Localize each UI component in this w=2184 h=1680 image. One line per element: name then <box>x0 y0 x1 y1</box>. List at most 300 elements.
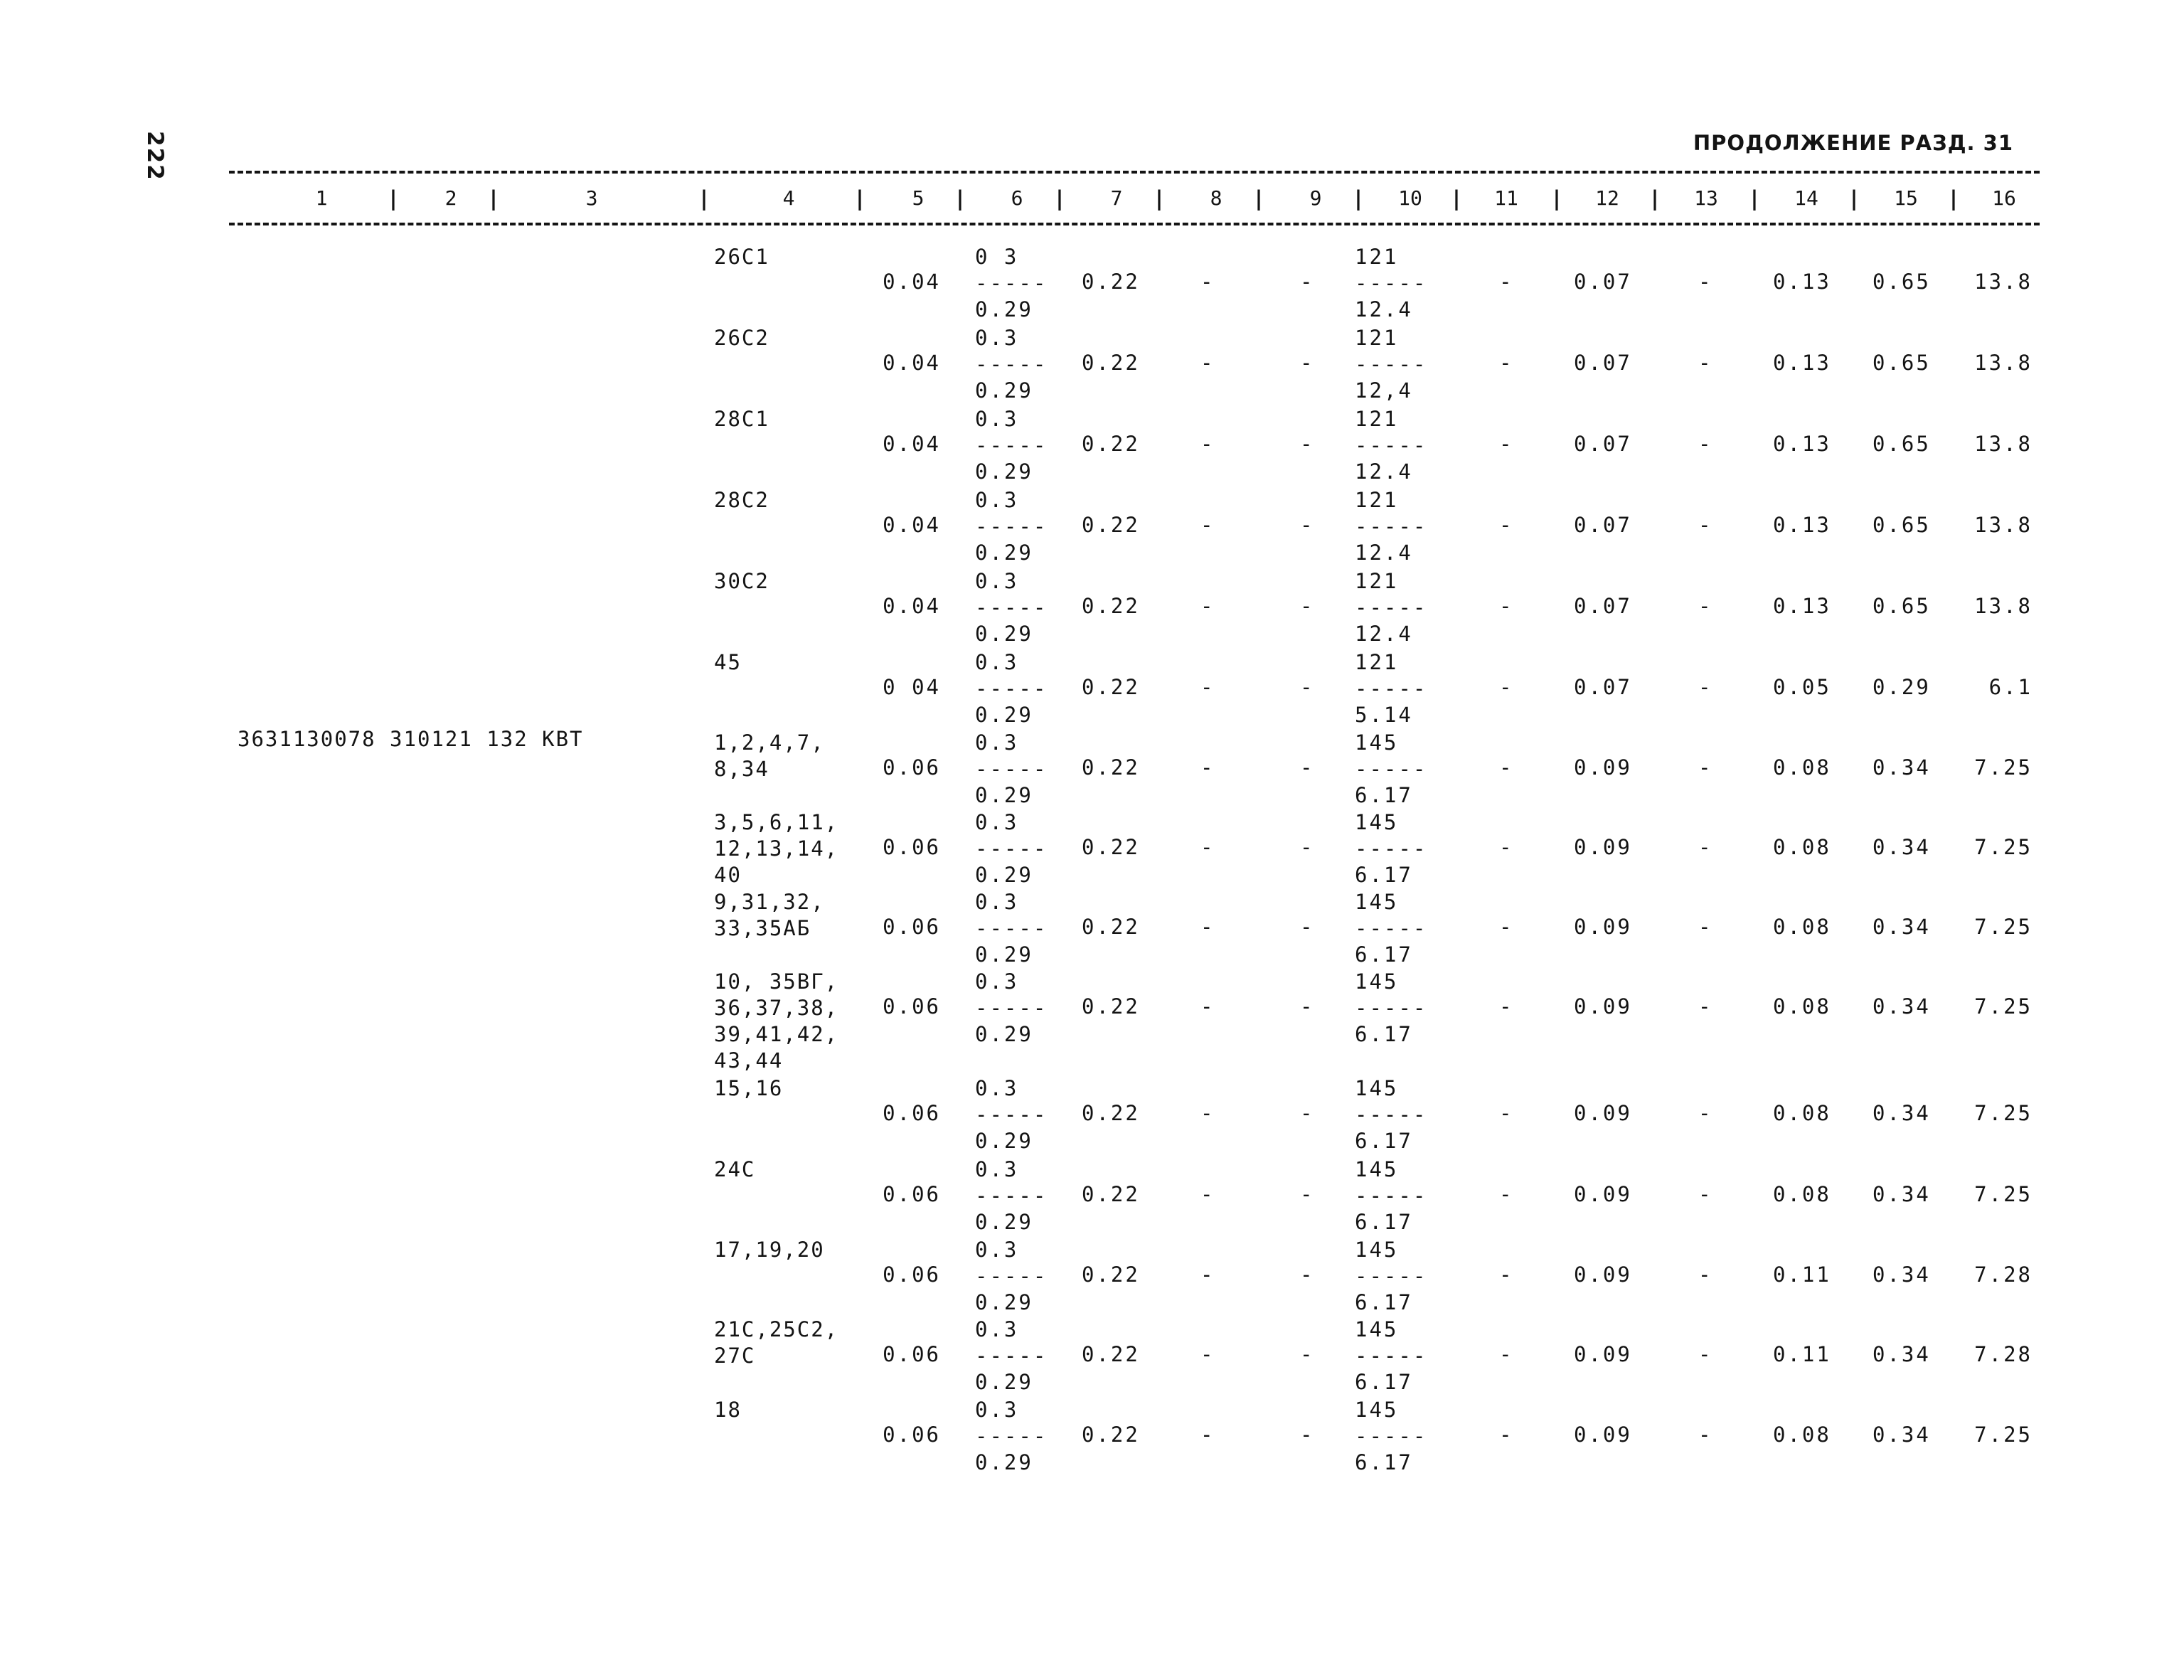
cell-col16: 13.8 <box>1974 270 2033 294</box>
cell-col6-fraction <box>975 568 1048 647</box>
cell-col12: 0.09 <box>1574 915 1632 939</box>
cell-col10-fraction <box>1355 1075 1427 1154</box>
cell-col4-name: 45 <box>714 650 742 674</box>
fraction-denominator: 0.29 <box>975 1290 1033 1314</box>
cell-col5: 0 04 <box>883 675 941 699</box>
cell-col12: 0.09 <box>1574 835 1632 859</box>
cell-col8: - <box>1200 835 1213 859</box>
column-header-12: 12 <box>1595 186 1619 210</box>
table-row <box>0 730 2184 809</box>
fraction-bar: ----- <box>1355 1102 1428 1127</box>
cell-col11: - <box>1499 675 1512 699</box>
fraction-numerator: 0.3 <box>975 1317 1019 1341</box>
cell-col5: 0.06 <box>883 755 941 780</box>
cell-col13: - <box>1698 1101 1711 1125</box>
table-row <box>0 406 2184 486</box>
cell-col14: 0.13 <box>1773 513 1831 537</box>
column-separator: | <box>1053 186 1066 211</box>
cell-col9: - <box>1300 915 1313 939</box>
cell-col10-fraction <box>1355 325 1427 404</box>
cell-col5: 0.04 <box>883 270 941 294</box>
fraction-denominator: 0.29 <box>975 1210 1033 1234</box>
cell-col9: - <box>1300 351 1313 375</box>
table-row <box>0 487 2184 567</box>
column-header-7: 7 <box>1110 186 1123 210</box>
fraction-bar: ----- <box>975 676 1048 701</box>
fraction-denominator: 0.29 <box>975 863 1033 887</box>
cell-col14: 0.13 <box>1773 270 1831 294</box>
fraction-denominator: 0.29 <box>975 297 1033 321</box>
cell-col15: 0.65 <box>1873 270 1931 294</box>
column-header-1: 1 <box>315 186 328 210</box>
cell-col4-name: 17,19,20 <box>714 1238 825 1262</box>
fraction-numerator: 145 <box>1355 1398 1399 1422</box>
cell-col15: 0.34 <box>1873 1342 1931 1366</box>
cell-col6-fraction <box>975 1157 1048 1235</box>
cell-col10-fraction <box>1355 1237 1427 1316</box>
fraction-bar: ----- <box>975 514 1048 538</box>
cell-col7: 0.22 <box>1082 994 1140 1019</box>
table-row <box>0 969 2184 1073</box>
fraction-denominator: 6.17 <box>1355 783 1413 807</box>
cell-col13: - <box>1698 432 1711 456</box>
cell-col7: 0.22 <box>1082 835 1140 859</box>
cell-col16: 7.25 <box>1974 1101 2033 1125</box>
cell-col4-name: 10, 35ВГ, 36,37,38, 39,41,42, 43,44 <box>714 969 839 1073</box>
fraction-bar: ----- <box>1355 836 1428 861</box>
table-row <box>0 809 2184 889</box>
fraction-bar: ----- <box>1355 352 1428 376</box>
cell-col14: 0.08 <box>1773 1182 1831 1206</box>
cell-col11: - <box>1499 1423 1512 1447</box>
cell-col12: 0.09 <box>1574 1342 1632 1366</box>
cell-col6-fraction <box>975 649 1048 728</box>
cell-col7: 0.22 <box>1082 432 1140 456</box>
fraction-numerator: 145 <box>1355 1076 1399 1100</box>
fraction-numerator: 0.3 <box>975 407 1019 431</box>
fraction-bar: ----- <box>1355 595 1428 620</box>
fraction-numerator: 145 <box>1355 810 1399 834</box>
fraction-denominator: 12,4 <box>1355 378 1413 403</box>
cell-col15: 0.34 <box>1873 915 1931 939</box>
fraction-bar: ----- <box>975 352 1048 376</box>
fraction-numerator: 0.3 <box>975 1398 1019 1422</box>
cell-col15: 0.34 <box>1873 1423 1931 1447</box>
cell-col4-name: 28C2 <box>714 488 769 512</box>
table-row <box>0 889 2184 969</box>
column-separator: | <box>1450 186 1463 211</box>
fraction-numerator: 145 <box>1355 890 1399 914</box>
cell-col6-fraction <box>975 889 1048 968</box>
column-header-3: 3 <box>585 186 598 210</box>
fraction-denominator: 12.4 <box>1355 297 1413 321</box>
fraction-denominator: 6.17 <box>1355 1450 1413 1474</box>
column-separator: | <box>1550 186 1563 211</box>
fraction-numerator: 0.3 <box>975 1238 1019 1262</box>
cell-col12: 0.07 <box>1574 432 1632 456</box>
cell-col14: 0.08 <box>1773 1101 1831 1125</box>
fraction-denominator: 0.29 <box>975 378 1033 403</box>
cell-col16: 7.25 <box>1974 915 2033 939</box>
cell-col14: 0.08 <box>1773 1423 1831 1447</box>
cell-col13: - <box>1698 513 1711 537</box>
cell-col5: 0.04 <box>883 351 941 375</box>
fraction-numerator: 121 <box>1355 569 1399 593</box>
cell-col10-fraction <box>1355 730 1427 809</box>
cell-col6-fraction <box>975 1237 1048 1316</box>
fraction-bar: ----- <box>1355 514 1428 538</box>
cell-col15: 0.65 <box>1873 513 1931 537</box>
column-header-9: 9 <box>1309 186 1322 210</box>
cell-col7: 0.22 <box>1082 351 1140 375</box>
fraction-bar: ----- <box>975 1102 1048 1127</box>
cell-col12: 0.09 <box>1574 755 1632 780</box>
cell-col4-name: 9,31,32, 33,35АБ <box>714 890 825 940</box>
cell-col16: 7.28 <box>1974 1262 2033 1287</box>
table-row <box>0 1157 2184 1236</box>
fraction-numerator: 145 <box>1355 1157 1399 1181</box>
table-row <box>0 325 2184 405</box>
cell-col15: 0.34 <box>1873 835 1931 859</box>
fraction-denominator: 0.29 <box>975 1450 1033 1474</box>
fraction-bar: ----- <box>1355 676 1428 701</box>
cell-col11: - <box>1499 351 1512 375</box>
fraction-numerator: 121 <box>1355 407 1399 431</box>
fraction-numerator: 121 <box>1355 245 1399 269</box>
cell-col11: - <box>1499 915 1512 939</box>
cell-col6-fraction <box>975 406 1048 485</box>
column-separator: | <box>1648 186 1661 211</box>
cell-col9: - <box>1300 1262 1313 1287</box>
column-separator: | <box>954 186 966 211</box>
cell-col8: - <box>1200 513 1213 537</box>
cell-col4-name: 18 <box>714 1398 742 1422</box>
fraction-bar: ----- <box>975 1344 1048 1368</box>
cell-col10-fraction <box>1355 889 1427 968</box>
column-header-15: 15 <box>1894 186 1918 210</box>
fraction-denominator: 6.17 <box>1355 1210 1413 1234</box>
cell-col5: 0.06 <box>883 835 941 859</box>
cell-col4-name: 24C <box>714 1157 756 1181</box>
column-separator: | <box>1748 186 1761 211</box>
cell-col9: - <box>1300 1182 1313 1206</box>
fraction-numerator: 0.3 <box>975 650 1019 674</box>
fraction-denominator: 0.29 <box>975 1370 1033 1394</box>
fraction-bar: ----- <box>975 916 1048 940</box>
fraction-numerator: 0.3 <box>975 730 1019 755</box>
fraction-numerator: 145 <box>1355 969 1399 994</box>
fraction-denominator: 0.29 <box>975 1129 1033 1153</box>
column-header-10: 10 <box>1398 186 1422 210</box>
fraction-denominator: 6.17 <box>1355 863 1413 887</box>
column-separator: | <box>1947 186 1960 211</box>
cell-col9: - <box>1300 1342 1313 1366</box>
cell-col5: 0.04 <box>883 513 941 537</box>
cell-col7: 0.22 <box>1082 1342 1140 1366</box>
cell-col8: - <box>1200 1182 1213 1206</box>
cell-col9: - <box>1300 432 1313 456</box>
cell-col9: - <box>1300 1423 1313 1447</box>
column-separator: | <box>853 186 866 211</box>
cell-col4-name: 21C,25C2, 27C <box>714 1317 839 1368</box>
cell-col16: 7.28 <box>1974 1342 2033 1366</box>
cell-col10-fraction <box>1355 809 1427 888</box>
cell-col7: 0.22 <box>1082 1423 1140 1447</box>
cell-col16: 13.8 <box>1974 594 2033 618</box>
cell-col8: - <box>1200 432 1213 456</box>
column-header-16: 16 <box>1992 186 2016 210</box>
cell-col7: 0.22 <box>1082 1182 1140 1206</box>
fraction-bar: ----- <box>1355 433 1428 457</box>
cell-col10-fraction <box>1355 1317 1427 1395</box>
cell-col14: 0.13 <box>1773 351 1831 375</box>
fraction-denominator: 6.17 <box>1355 1022 1413 1046</box>
cell-col6-fraction <box>975 244 1048 323</box>
fraction-bar: ----- <box>975 1424 1048 1448</box>
cell-col4-name: 26C2 <box>714 326 769 350</box>
cell-col12: 0.07 <box>1574 270 1632 294</box>
cell-col13: - <box>1698 270 1711 294</box>
cell-col13: - <box>1698 1182 1711 1206</box>
cell-col6-fraction <box>975 730 1048 809</box>
cell-col16: 6.1 <box>1988 675 2033 699</box>
cell-col12: 0.09 <box>1574 1101 1632 1125</box>
cell-col8: - <box>1200 351 1213 375</box>
fraction-denominator: 0.29 <box>975 541 1033 565</box>
fraction-denominator: 0.29 <box>975 459 1033 484</box>
column-separator: | <box>1252 186 1265 211</box>
table-row <box>0 1397 2184 1477</box>
cell-col12: 0.07 <box>1574 675 1632 699</box>
cell-col12: 0.07 <box>1574 513 1632 537</box>
cell-col7: 0.22 <box>1082 594 1140 618</box>
cell-col5: 0.06 <box>883 1182 941 1206</box>
cell-col8: - <box>1200 1342 1213 1366</box>
page-number: 222 <box>142 131 168 181</box>
table-row <box>0 1317 2184 1396</box>
cell-col8: - <box>1200 594 1213 618</box>
cell-col11: - <box>1499 270 1512 294</box>
cell-col10-fraction <box>1355 406 1427 485</box>
cell-col5: 0.04 <box>883 594 941 618</box>
fraction-bar: ----- <box>1355 1424 1428 1448</box>
cell-col14: 0.08 <box>1773 755 1831 780</box>
fraction-denominator: 6.17 <box>1355 1370 1413 1394</box>
cell-col4-name: 15,16 <box>714 1076 784 1100</box>
cell-col9: - <box>1300 1101 1313 1125</box>
cell-col13: - <box>1698 835 1711 859</box>
cell-col12: 0.07 <box>1574 351 1632 375</box>
fraction-numerator: 0.3 <box>975 488 1019 512</box>
cell-col10-fraction <box>1355 568 1427 647</box>
table-row <box>0 568 2184 648</box>
cell-col8: - <box>1200 1423 1213 1447</box>
cell-col15: 0.34 <box>1873 1101 1931 1125</box>
cell-col11: - <box>1499 994 1512 1019</box>
cell-col5: 0.06 <box>883 1262 941 1287</box>
cell-col13: - <box>1698 1342 1711 1366</box>
cell-col14: 0.13 <box>1773 432 1831 456</box>
cell-col16: 7.25 <box>1974 1423 2033 1447</box>
cell-col15: 0.65 <box>1873 351 1931 375</box>
cell-col13: - <box>1698 994 1711 1019</box>
cell-col9: - <box>1300 994 1313 1019</box>
table-row <box>0 244 2184 324</box>
fraction-numerator: 0.3 <box>975 1076 1019 1100</box>
cell-col15: 0.34 <box>1873 994 1931 1019</box>
column-header-2: 2 <box>444 186 457 210</box>
section-title: ПРОДОЛЖЕНИЕ РАЗД. 31 <box>1693 131 2013 155</box>
fraction-bar: ----- <box>975 1264 1048 1288</box>
cell-col16: 7.25 <box>1974 994 2033 1019</box>
table-row <box>0 1237 2184 1317</box>
fraction-bar: ----- <box>975 271 1048 295</box>
fraction-denominator: 6.17 <box>1355 1290 1413 1314</box>
cell-col10-fraction <box>1355 1397 1427 1476</box>
column-header-14: 14 <box>1794 186 1818 210</box>
fraction-numerator: 0.3 <box>975 890 1019 914</box>
cell-col6-fraction <box>975 809 1048 888</box>
cell-col9: - <box>1300 594 1313 618</box>
fraction-denominator: 0.29 <box>975 622 1033 646</box>
fraction-denominator: 0.29 <box>975 1022 1033 1046</box>
cell-col15: 0.34 <box>1873 1262 1931 1287</box>
cell-col9: - <box>1300 270 1313 294</box>
cell-col7: 0.22 <box>1082 513 1140 537</box>
cell-col14: 0.13 <box>1773 594 1831 618</box>
cell-col16: 13.8 <box>1974 513 2033 537</box>
cell-col14: 0.08 <box>1773 835 1831 859</box>
cell-col7: 0.22 <box>1082 1101 1140 1125</box>
column-header-5: 5 <box>912 186 925 210</box>
column-header-4: 4 <box>782 186 795 210</box>
cell-col5: 0.06 <box>883 1423 941 1447</box>
fraction-bar: ----- <box>975 433 1048 457</box>
fraction-bar: ----- <box>1355 271 1428 295</box>
cell-col13: - <box>1698 594 1711 618</box>
cell-col16: 7.25 <box>1974 1182 2033 1206</box>
cell-col4-name: 28C1 <box>714 407 769 431</box>
cell-col8: - <box>1200 270 1213 294</box>
fraction-numerator: 145 <box>1355 1238 1399 1262</box>
column-header-11: 11 <box>1494 186 1518 210</box>
cell-col11: - <box>1499 432 1512 456</box>
record-code: 3631130078 310121 132 КВТ <box>238 727 584 751</box>
column-header-13: 13 <box>1694 186 1718 210</box>
fraction-denominator: 12.4 <box>1355 622 1413 646</box>
cell-col11: - <box>1499 1182 1512 1206</box>
fraction-bar: ----- <box>975 836 1048 861</box>
fraction-numerator: 0.3 <box>975 326 1019 350</box>
cell-col5: 0.06 <box>883 1342 941 1366</box>
fraction-numerator: 0 3 <box>975 245 1019 269</box>
cell-col5: 0.06 <box>883 994 941 1019</box>
column-separator: | <box>698 186 710 211</box>
fraction-denominator: 5.14 <box>1355 703 1413 727</box>
fraction-bar: ----- <box>1355 1184 1428 1208</box>
cell-col7: 0.22 <box>1082 1262 1140 1287</box>
cell-col12: 0.09 <box>1574 1182 1632 1206</box>
fraction-bar: ----- <box>1355 916 1428 940</box>
cell-col9: - <box>1300 755 1313 780</box>
cell-col12: 0.07 <box>1574 594 1632 618</box>
fraction-numerator: 121 <box>1355 326 1399 350</box>
fraction-bar: ----- <box>975 757 1048 781</box>
cell-col4-name: 3,5,6,11, 12,13,14, 40 <box>714 810 839 887</box>
fraction-bar: ----- <box>1355 996 1428 1020</box>
cell-col14: 0.11 <box>1773 1262 1831 1287</box>
fraction-bar: ----- <box>1355 757 1428 781</box>
fraction-denominator: 0.29 <box>975 942 1033 967</box>
cell-col13: - <box>1698 1262 1711 1287</box>
cell-col13: - <box>1698 915 1711 939</box>
cell-col15: 0.29 <box>1873 675 1931 699</box>
fraction-bar: ----- <box>975 996 1048 1020</box>
fraction-bar: ----- <box>975 595 1048 620</box>
column-separator: | <box>487 186 500 211</box>
column-separator: | <box>387 186 400 211</box>
cell-col13: - <box>1698 755 1711 780</box>
table-row <box>0 1075 2184 1155</box>
fraction-numerator: 121 <box>1355 488 1399 512</box>
cell-col6-fraction <box>975 969 1048 1048</box>
fraction-bar: ----- <box>1355 1264 1428 1288</box>
cell-col14: 0.11 <box>1773 1342 1831 1366</box>
cell-col11: - <box>1499 1342 1512 1366</box>
fraction-numerator: 145 <box>1355 730 1399 755</box>
fraction-numerator: 121 <box>1355 650 1399 674</box>
cell-col4-name: 26C1 <box>714 245 769 269</box>
cell-col5: 0.06 <box>883 915 941 939</box>
cell-col4-name: 1,2,4,7, 8,34 <box>714 730 825 781</box>
fraction-numerator: 0.3 <box>975 569 1019 593</box>
cell-col8: - <box>1200 755 1213 780</box>
cell-col12: 0.09 <box>1574 1262 1632 1287</box>
fraction-numerator: 145 <box>1355 1317 1399 1341</box>
cell-col7: 0.22 <box>1082 270 1140 294</box>
cell-col6-fraction <box>975 1317 1048 1395</box>
cell-col16: 13.8 <box>1974 351 2033 375</box>
cell-col14: 0.08 <box>1773 915 1831 939</box>
cell-col5: 0.04 <box>883 432 941 456</box>
cell-col10-fraction <box>1355 244 1427 323</box>
cell-col8: - <box>1200 675 1213 699</box>
cell-col15: 0.34 <box>1873 755 1931 780</box>
cell-col10-fraction <box>1355 969 1427 1048</box>
cell-col6-fraction <box>975 1075 1048 1154</box>
cell-col16: 7.25 <box>1974 755 2033 780</box>
cell-col10-fraction <box>1355 1157 1427 1235</box>
fraction-bar: ----- <box>1355 1344 1428 1368</box>
fraction-denominator: 6.17 <box>1355 1129 1413 1153</box>
fraction-denominator: 12.4 <box>1355 459 1413 484</box>
cell-col11: - <box>1499 755 1512 780</box>
cell-col6-fraction <box>975 325 1048 404</box>
cell-col15: 0.65 <box>1873 432 1931 456</box>
cell-col14: 0.05 <box>1773 675 1831 699</box>
cell-col6-fraction <box>975 487 1048 566</box>
fraction-denominator: 12.4 <box>1355 541 1413 565</box>
fraction-denominator: 6.17 <box>1355 942 1413 967</box>
column-header-6: 6 <box>1011 186 1023 210</box>
fraction-numerator: 0.3 <box>975 969 1019 994</box>
column-separator: | <box>1352 186 1365 211</box>
cell-col15: 0.65 <box>1873 594 1931 618</box>
cell-col9: - <box>1300 513 1313 537</box>
fraction-numerator: 0.3 <box>975 1157 1019 1181</box>
cell-col7: 0.22 <box>1082 755 1140 780</box>
cell-col11: - <box>1499 835 1512 859</box>
